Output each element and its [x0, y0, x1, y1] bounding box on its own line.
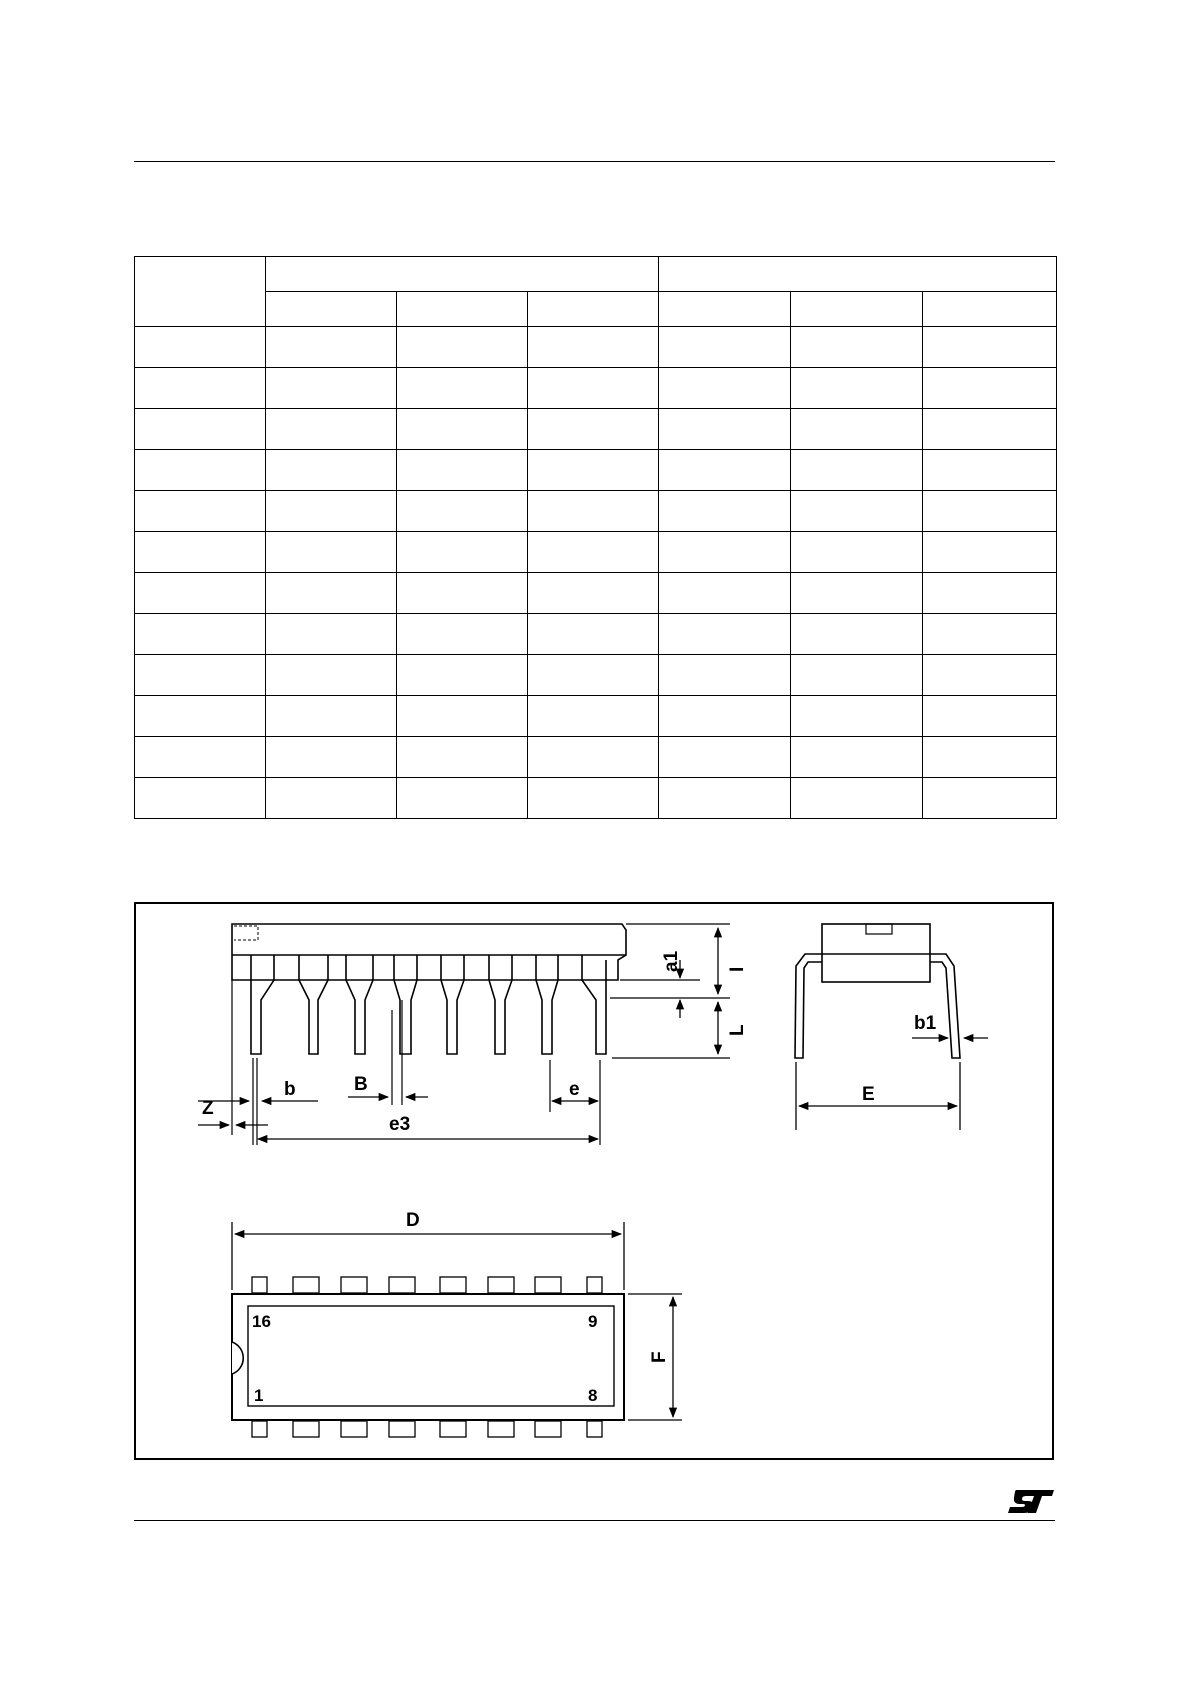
dim-label-z: Z [202, 1098, 214, 1119]
top-view-body [232, 1294, 624, 1420]
dim-label-F: F [649, 1351, 670, 1363]
dim-label-E: E [862, 1084, 875, 1105]
pin-number-16: 16 [252, 1312, 271, 1331]
dim-label-e3: e3 [389, 1114, 411, 1135]
dim-label-b: b [284, 1079, 296, 1100]
dim-label-i: I [727, 966, 748, 972]
dim-label-e: e [569, 1079, 580, 1100]
dim-label-l: L [727, 1024, 748, 1036]
top-view-pins [252, 1277, 602, 1437]
dim-label-b1: b1 [914, 1013, 937, 1034]
dim-label-B: B [354, 1074, 368, 1095]
pin-number-8: 8 [588, 1386, 598, 1405]
side-view-body [232, 924, 626, 980]
dim-label-a1: a1 [661, 950, 682, 972]
dim-label-D: D [406, 1210, 420, 1231]
st-logo [1006, 1487, 1056, 1515]
pin-number-9: 9 [588, 1312, 598, 1331]
footer-rule [134, 1520, 1055, 1521]
pin-number-1: 1 [254, 1386, 264, 1405]
